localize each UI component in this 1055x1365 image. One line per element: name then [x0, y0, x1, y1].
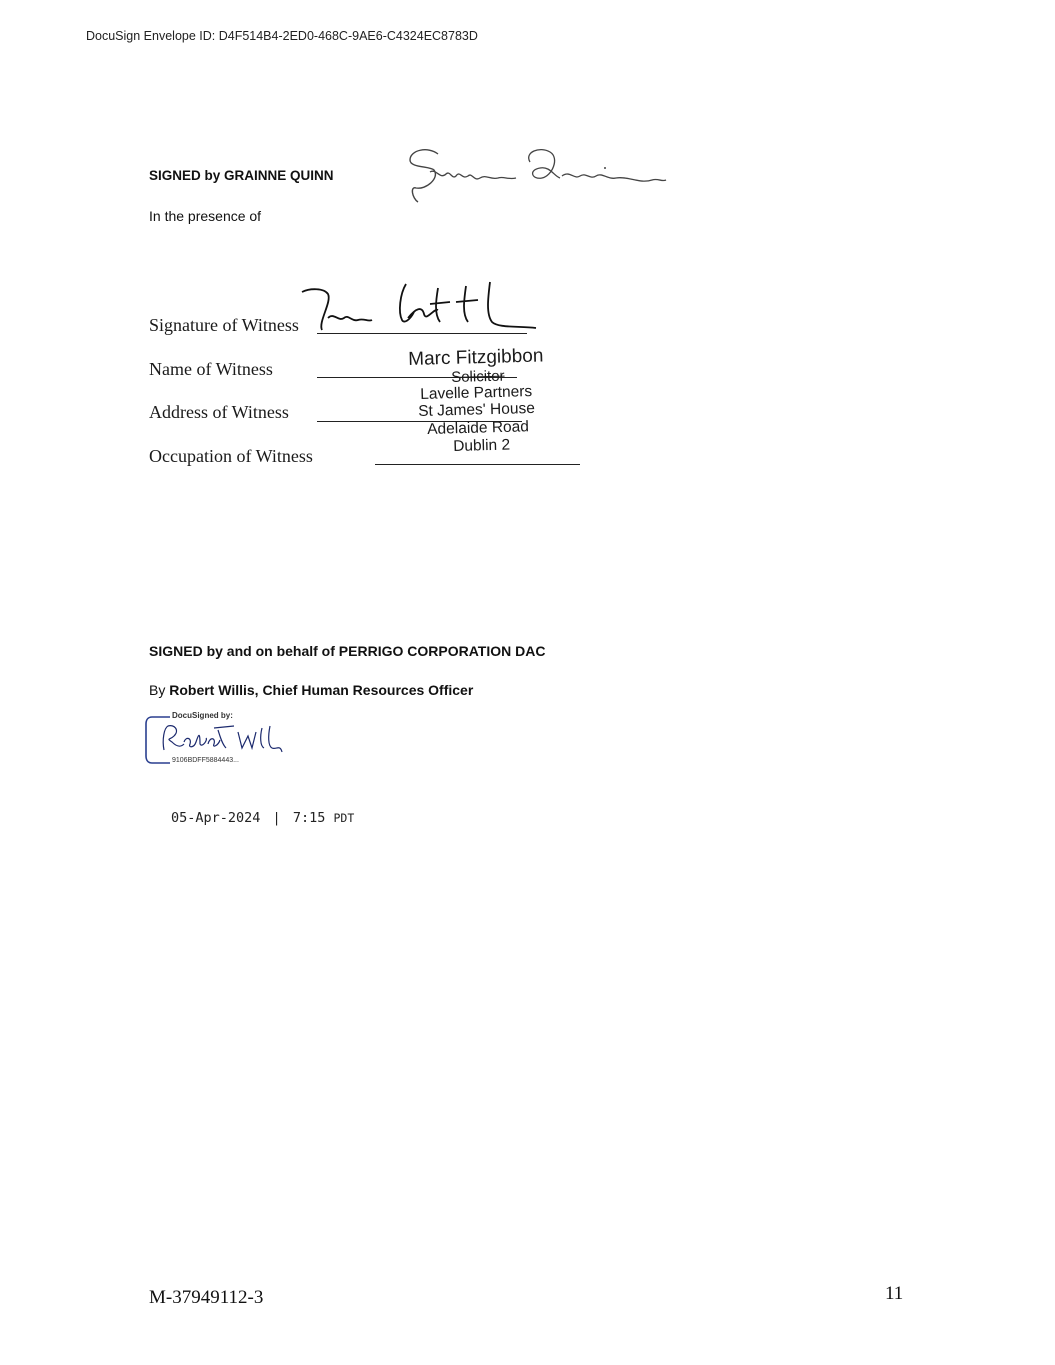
- signatory-2-name: Robert Willis, Chief Human Resources Officer: [169, 682, 474, 698]
- witness-stamp-address-2: Adelaide Road: [427, 418, 530, 438]
- presence-label: In the presence of: [149, 208, 262, 224]
- witness-address-label: Address of Witness: [149, 402, 289, 422]
- witness-signature-label: Signature of Witness: [149, 315, 299, 335]
- witness-stamp-name: Marc Fitzgibbon: [408, 345, 544, 370]
- signature-marc-fitzgibbon: [298, 278, 548, 338]
- witness-stamp-title: Solicitor: [451, 367, 505, 386]
- witness-stamp-address-1: St James' House: [418, 399, 536, 420]
- datetime-separator: |: [272, 810, 281, 826]
- signing-date: 05-Apr-2024: [171, 810, 261, 826]
- signing-timezone: PDT: [333, 811, 355, 825]
- docusign-envelope-id: DocuSign Envelope ID: D4F514B4-2ED0-468C-9AE6-C4324EC8783D: [86, 29, 478, 43]
- signatory-1-name: GRAINNE QUINN: [224, 168, 334, 183]
- witness-name-label: Name of Witness: [149, 359, 273, 379]
- witness-stamp-address-3: Dublin 2: [453, 436, 511, 455]
- docusigned-by-label: DocuSigned by:: [172, 711, 233, 720]
- docusign-id: 9106BDFF5884443...: [172, 757, 239, 764]
- signatory-1-heading: [149, 168, 334, 183]
- page-number: 11: [885, 1283, 904, 1304]
- signature-grainne-quinn: [400, 140, 675, 210]
- witness-occupation-label: Occupation of Witness: [149, 446, 313, 466]
- signature-robert-willis: [158, 722, 288, 756]
- signing-datetime: [171, 810, 354, 826]
- company-name: PERRIGO CORPORATION DAC: [338, 643, 546, 659]
- signatory-2-heading: [149, 643, 545, 659]
- witness-stamp-firm: Lavelle Partners: [420, 383, 533, 403]
- by-prefix: By: [149, 682, 170, 698]
- witness-occupation-line: [375, 464, 580, 465]
- signatory-2-byline: [149, 682, 473, 698]
- signed-by-prefix: SIGNED by: [149, 168, 225, 183]
- signing-time: 7:15: [292, 810, 326, 826]
- signed-on-behalf-prefix: SIGNED by and on behalf of: [149, 643, 339, 659]
- document-reference: M-37949112-3: [149, 1287, 264, 1308]
